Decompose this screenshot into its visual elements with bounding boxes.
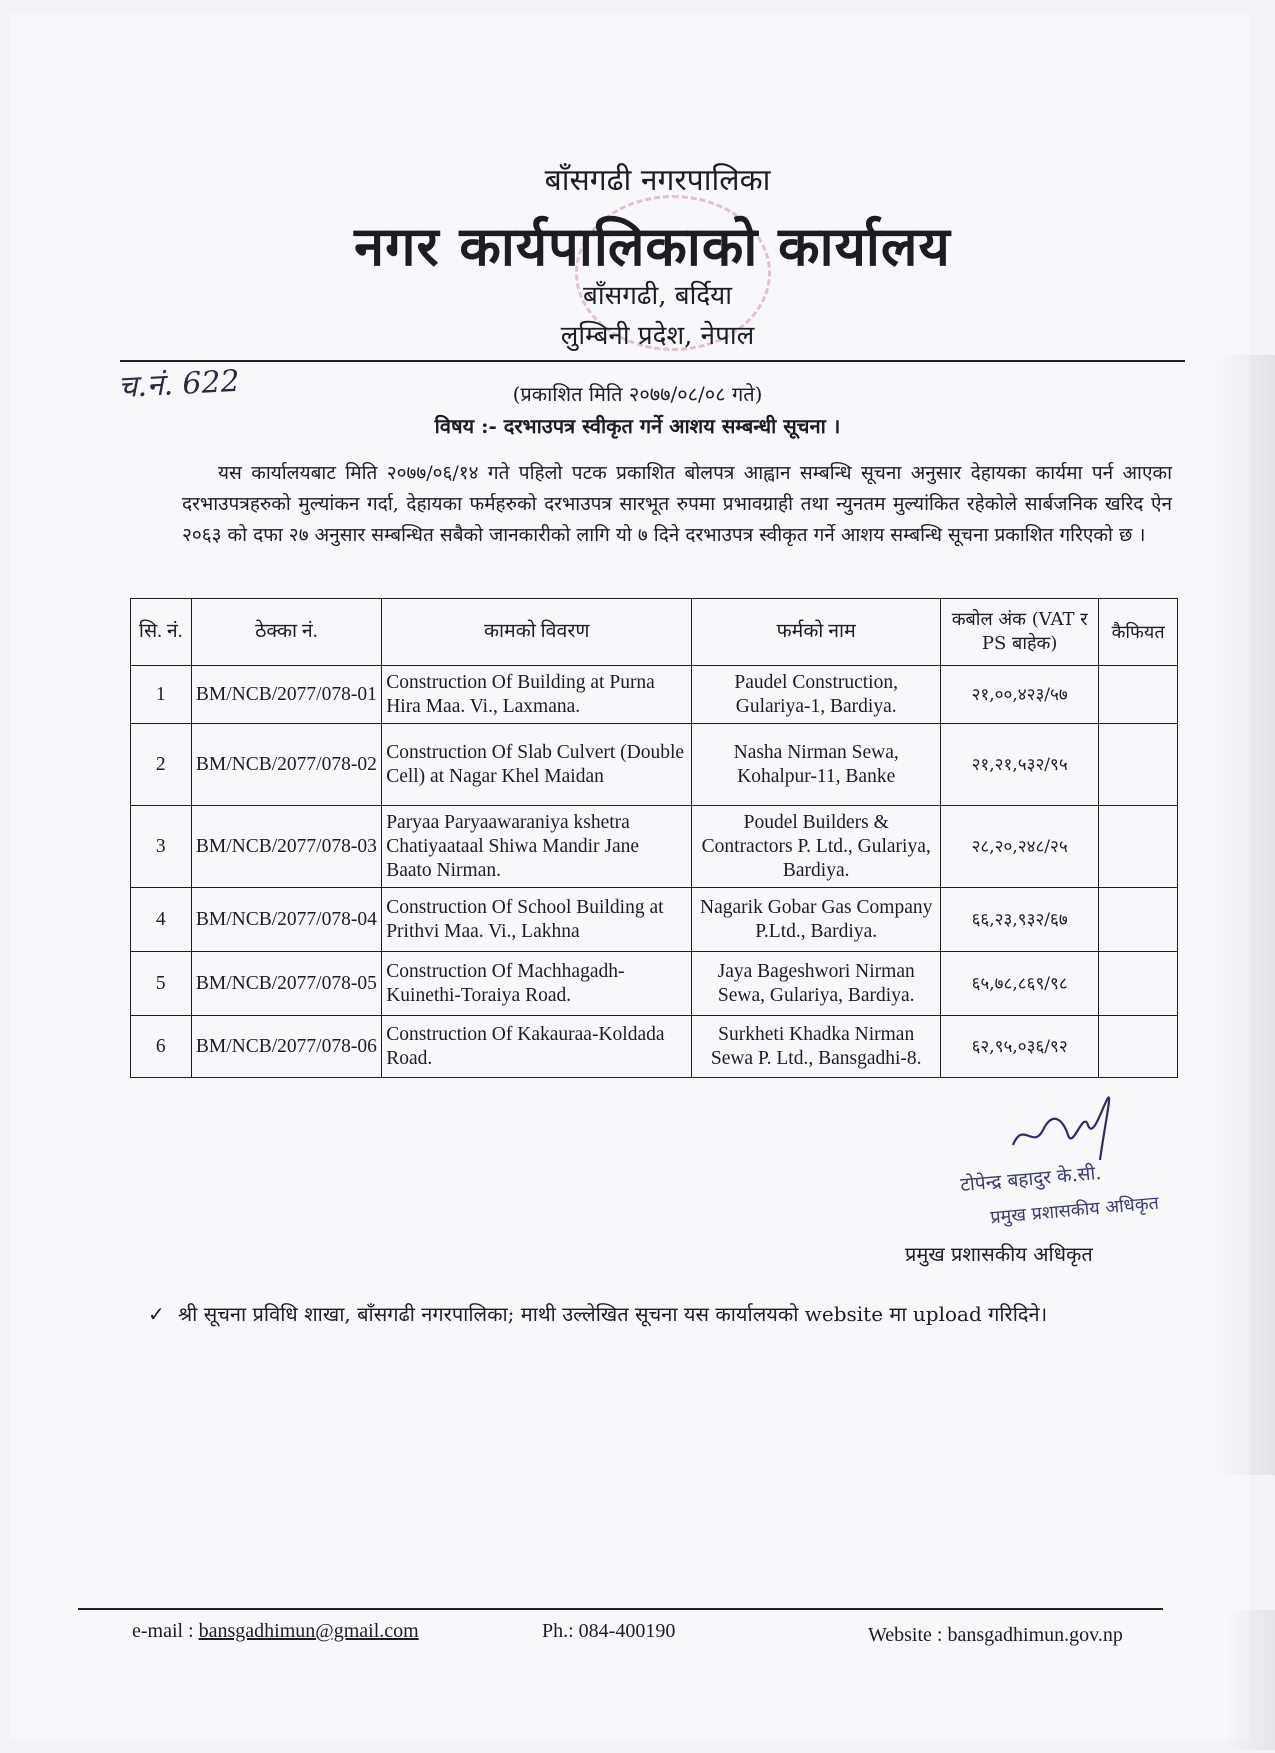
footer-website: Website : bansgadhimun.gov.np: [868, 1624, 1123, 1646]
cell-description: Construction Of Kakauraa-Koldada Road.: [382, 1016, 692, 1078]
cell-amount: २८,२०,२४८/२५: [941, 806, 1099, 888]
office-title: नगर कार्यपालिकाको कार्यालय: [354, 214, 951, 278]
municipality-name: बाँसगढी नगरपालिका: [544, 163, 771, 198]
signatory-title: प्रमुख प्रशासकीय अधिकृत: [905, 1242, 1093, 1266]
cell-contract: BM/NCB/2077/078-05: [191, 952, 382, 1016]
cell-amount: ६५,७८,८६९/९८: [941, 952, 1099, 1016]
footer-phone: Ph.: 084-400190: [542, 1620, 676, 1642]
col-header-remarks: कैफियत: [1099, 599, 1178, 666]
table-row: [131, 1016, 1178, 1078]
cell-amount: ६२,९५,०३६/९२: [941, 1016, 1099, 1078]
cell-remarks: [1099, 952, 1178, 1016]
cell-contract: BM/NCB/2077/078-02: [191, 724, 382, 806]
notice-body: यस कार्यालयबाट मिति २०७७/०६/१४ गते पहिलो पटक प्रकाशित बोलपत्र आह्वान सम्बन्धि सूचना अनुसार देहायका कार्यमा पर्न आएका दरभाउपत्रहरुको मुल्यांकन गर्दा, देहायका फर्महरुको दरभाउपत्र सारभूत रुपमा प्रभावग्राही तथा न्युनतम मुल्यांकित रहेकोले सार्बजनिक खरिद ऐन २०६३ को दफा २७ अनुसार सम्बन्धित सबैको जानकारीको लागि यो ७ दिने दरभाउपत्र स्वीकृत गर्ने आशय सम्बन्धि सूचना प्रकाशित गरिएको छ ।: [182, 462, 1172, 546]
cell-description: Construction Of Slab Culvert (Double Cell) at Nagar Khel Maidan: [382, 724, 692, 806]
checkmark-icon: ✓: [148, 1302, 165, 1326]
table-row: [131, 666, 1178, 724]
cell-remarks: [1099, 888, 1178, 952]
cell-remarks: [1099, 1016, 1178, 1078]
cell-amount: २१,२१,५३२/९५: [941, 724, 1099, 806]
cell-remarks: [1099, 666, 1178, 724]
cell-sn: 1: [131, 666, 192, 724]
cell-sn: 6: [131, 1016, 192, 1078]
cell-contract: BM/NCB/2077/078-06: [191, 1016, 382, 1078]
table-row: [131, 952, 1178, 1016]
reference-number: च.नं. 622: [117, 363, 241, 406]
cell-contract: BM/NCB/2077/078-04: [191, 888, 382, 952]
col-header-sn: सि. नं.: [131, 599, 192, 666]
published-date: (प्रकाशित मिति २०७७/०८/०८ गते): [512, 382, 763, 406]
upload-note: [148, 1298, 1158, 1330]
office-province: लुम्बिनी प्रदेश, नेपाल: [560, 321, 755, 351]
cell-sn: 3: [131, 806, 192, 888]
cell-contract: BM/NCB/2077/078-01: [191, 666, 382, 724]
upload-note-text: श्री सूचना प्रविधि शाखा, बाँसगढी नगरपालिका; माथी उल्लेखित सूचना यस कार्यालयको website मा upload गरिदिने।: [178, 1302, 1048, 1326]
cell-amount: २१,००,४२३/५७: [941, 666, 1099, 724]
table-header-row: [131, 599, 1178, 666]
tender-table: [130, 598, 1178, 1078]
scan-shadow: [1225, 1610, 1275, 1750]
table-row: [131, 724, 1178, 806]
cell-description: Construction Of Machhagadh-Kuinethi-Toraiya Road.: [382, 952, 692, 1016]
notice-subject: विषय :- दरभाउपत्र स्वीकृत गर्ने आशय सम्बन्धी सूचना ।: [434, 414, 841, 438]
handwritten-signature: [1008, 1090, 1128, 1170]
cell-firm: Poudel Builders & Contractors P. Ltd., Gulariya, Bardiya.: [692, 806, 941, 888]
cell-description: Construction Of Building at Purna Hira Maa. Vi., Laxmana.: [382, 666, 692, 724]
table-row: [131, 806, 1178, 888]
cell-remarks: [1099, 724, 1178, 806]
header-divider: [120, 360, 1185, 362]
signatory-stamp-title: प्रमुख प्रशासकीय अधिकृत: [989, 1192, 1160, 1229]
cell-amount: ६६,२३,९३२/६७: [941, 888, 1099, 952]
cell-firm: Jaya Bageshwori Nirman Sewa, Gulariya, Bardiya.: [692, 952, 941, 1016]
cell-firm: Nagarik Gobar Gas Company P.Ltd., Bardiya.: [692, 888, 941, 952]
cell-firm: Nasha Nirman Sewa, Kohalpur-11, Banke: [692, 724, 941, 806]
scan-shadow: [1215, 355, 1275, 1475]
email-label: e-mail :: [132, 1620, 194, 1642]
cell-firm: Paudel Construction, Gulariya-1, Bardiya.: [692, 666, 941, 724]
footer-divider: [78, 1608, 1163, 1610]
col-header-contract: ठेक्का नं.: [191, 599, 382, 666]
footer-email: [132, 1620, 419, 1643]
cell-remarks: [1099, 806, 1178, 888]
cell-firm: Surkheti Khadka Nirman Sewa P. Ltd., Bansgadhi-8.: [692, 1016, 941, 1078]
cell-contract: BM/NCB/2077/078-03: [191, 806, 382, 888]
cell-description: Construction Of School Building at Prithvi Maa. Vi., Lakhna: [382, 888, 692, 952]
office-location: बाँसगढी, बर्दिया: [583, 281, 732, 311]
table-row: [131, 888, 1178, 952]
signatory-name: टोपेन्द्र बहादुर के.सी.: [959, 1161, 1103, 1197]
cell-sn: 5: [131, 952, 192, 1016]
col-header-description: कामको विवरण: [382, 599, 692, 666]
cell-sn: 2: [131, 724, 192, 806]
col-header-amount: कबोल अंक (VAT र PS बाहेक): [941, 599, 1099, 666]
cell-sn: 4: [131, 888, 192, 952]
col-header-firm: फर्मको नाम: [692, 599, 941, 666]
cell-description: Paryaa Paryaawaraniya kshetra Chatiyaataal Shiwa Mandir Jane Baato Nirman.: [382, 806, 692, 888]
email-link[interactable]: bansgadhimun@gmail.com: [198, 1620, 419, 1642]
